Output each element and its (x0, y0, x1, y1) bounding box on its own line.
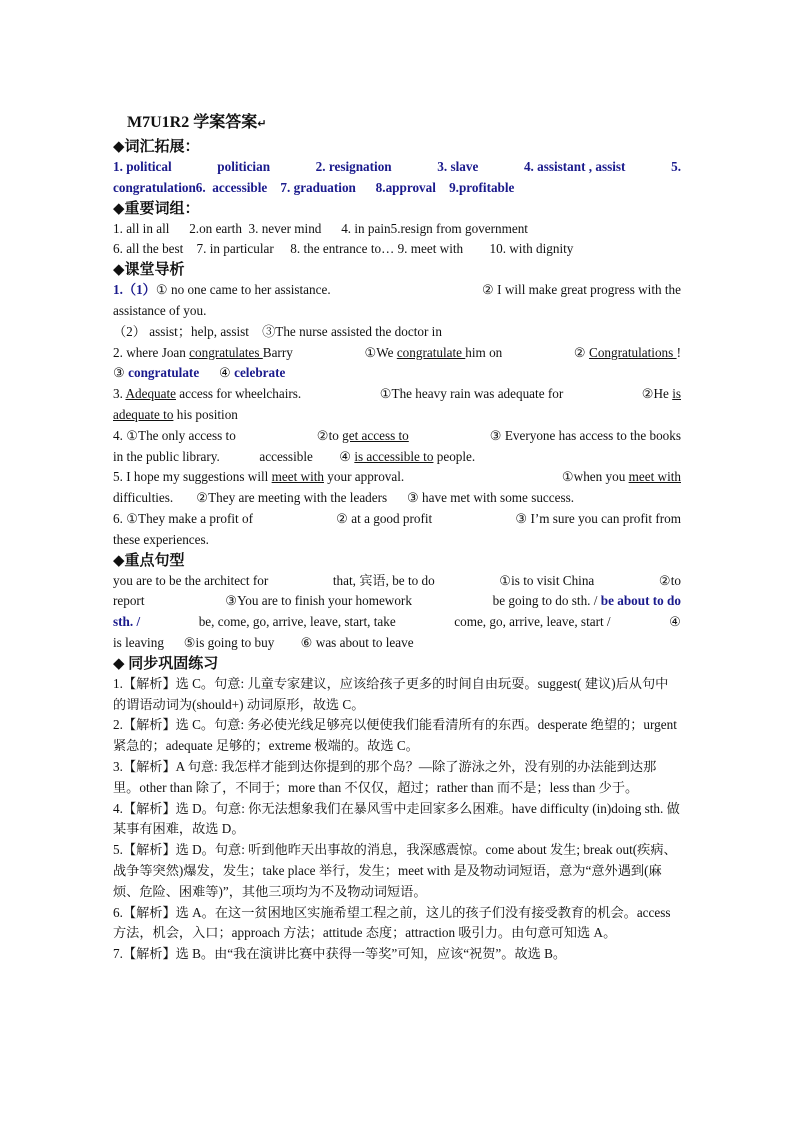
section-practice-heading: ◆ 同步巩固练习 (113, 655, 219, 672)
phrases-line-2: 6. all the best 7. in particular 8. the entrance to… 9. meet with 10. with dignity (113, 241, 574, 257)
section-sentences-heading: ◆重点句型 (113, 552, 185, 569)
guide-line-11: difficulties. ②They are meeting with the leaders ③ have met with some success. (113, 490, 575, 506)
guide-line-10: 5. I hope my suggestions will meet with your approval. ①when you meet with (113, 469, 681, 485)
practice-item-5: 5.【解析】选 D。句意: 听到他昨天出事故的消息，我深感震惊。come about 发生; break out(疾病、战争等突然)爆发，发生；take place 举行，发生；meet with 是及物动词短语，意为“意外遇到(麻烦、危险、困难等)”，其他三项均为不及物动词短语。 (113, 842, 677, 899)
answer-document (113, 112, 681, 965)
sentences-line-1: you are to be the architect for that, 宾语, be to do ①is to visit China ②to (113, 572, 681, 588)
section-guide-heading: ◆课堂导析 (113, 262, 185, 279)
sentences-line-2: report ③You are to finish your homework be going to do sth. / be about to do (113, 593, 681, 609)
guide-line-13: these experiences. (113, 531, 209, 547)
guide-line-5: ③ congratulate ④ celebrate (113, 365, 286, 381)
practice-item-7: 7.【解析】选 B。由“我在演讲比赛中获得一等奖”可知，应该“祝贺”。故选 B。 (113, 946, 567, 962)
guide-line-1: 1.（1）① no one came to her assistance. ② I will make great progress with the (113, 282, 681, 298)
guide-line-6: 3. Adequate access for wheelchairs. ①The heavy rain was adequate for ②He is (113, 386, 681, 402)
practice-item-1: 1.【解析】选 C。句意: 儿童专家建议，应该给孩子更多的时间自由玩耍。suggest( 建议)后从句中的谓语动词为(should+) 动词原形，故选 C。 (113, 675, 669, 712)
practice-item-6: 6.【解析】选 A。在这一贫困地区实施希望工程之前，这儿的孩子们没有接受教育的机会。access 方法，机会，入口；approach 方法；attitude 态度；attraction 吸引力。由句意可知选 A。 (113, 904, 671, 941)
sentences-line-3: sth. / be, come, go, arrive, leave, start, take come, go, arrive, leave, start / ④ (113, 614, 681, 630)
section-phrases-heading: ◆重要词组： (113, 200, 200, 217)
section-vocab-heading: ◆词汇拓展： (113, 139, 200, 155)
phrases-line-1: 1. all in all 2.on earth 3. never mind 4. in pain5.resign from government (113, 220, 528, 236)
practice-item-4: 4.【解析】选 D。句意: 你无法想象我们在暴风雪中走回家多么困难。have difficulty (in)doing sth. 做某事有困难，故选 D。 (113, 800, 680, 837)
return-mark-icon: ↵ (257, 117, 267, 130)
guide-line-8: 4. ①The only access to ②to get access to ③ Everyone has access to the books (113, 427, 681, 443)
guide-line-12: 6. ①They make a profit of ② at a good profit ③ I’m sure you can profit from (113, 510, 681, 526)
vocab-line-2: congratulation6. accessible 7. graduation 8.approval 9.profitable (113, 179, 515, 195)
guide-line-9: in the public library. accessible ④ is accessible to people. (113, 448, 476, 464)
sentences-line-4: is leaving ⑤is going to buy ⑥ was about to leave (113, 634, 414, 650)
practice-item-3: 3.【解析】A 句意: 我怎样才能到达你提到的那个岛？—除了游泳之外，没有别的办法能到达那里。other than 除了，不同于；more than 不仅仅，超过；rather than 而不是；less than 少于。 (113, 758, 657, 795)
practice-item-2: 2.【解析】选 C。句意: 务必使光线足够亮以便使我们能看清所有的东西。desperate 绝望的；urgent 紧急的；adequate 足够的；extreme 极端的。故选 C。 (113, 717, 677, 754)
vocab-line-1: 1. political politician 2. resignation 3. slave 4. assistant , assist 5. (113, 159, 681, 174)
page-title: M7U1R2 学案答案↵ (127, 114, 267, 131)
guide-line-7: adequate to his position (113, 406, 238, 422)
guide-line-3: （2） assist；help, assist ③The nurse assisted the doctor in (113, 323, 442, 339)
guide-line-4: 2. where Joan congratulates Barry ①We congratulate him on ② Congratulations ! (113, 344, 681, 360)
guide-line-2: assistance of you. (113, 302, 207, 318)
